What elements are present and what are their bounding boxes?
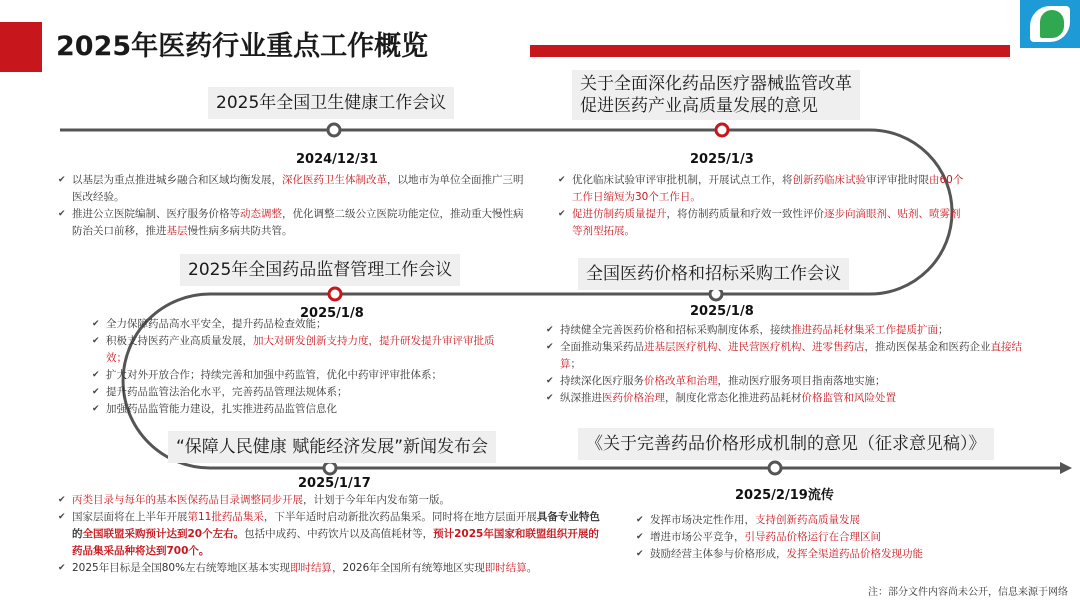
list-item-text: 加大对研发创新支持力度，提升研发提升审评审批质效；: [106, 335, 495, 364]
list-item-text: 直接结算: [560, 341, 1022, 370]
node-3-header: 2025年全国药品监督管理工作会议: [180, 254, 460, 286]
list-item-text: 推进药品耗材集采工作提质扩面: [791, 324, 938, 336]
node-marker-6: [769, 462, 781, 474]
list-item-text: 价格监管和风险处置: [801, 392, 896, 404]
list-item-text: ，制度化常态化推进药品耗材: [665, 392, 802, 404]
list-item-text: ，推动医保基金和医药企业: [864, 341, 991, 353]
node-6-header: 《关于完善药品价格形成机制的意见（征求意见稿）》: [578, 428, 994, 460]
list-item-text: 丙类目录与每年的基本医保药品目录调整同步开展: [72, 494, 303, 506]
list-item: [58, 560, 608, 577]
list-item: [546, 373, 1026, 390]
page-title: 2025年医药行业重点工作概览: [56, 31, 429, 62]
list-item: [92, 333, 512, 367]
list-item-text: 扩大对外开放合作；持续完善和加强中药监管，优化中药审评审批体系；: [106, 369, 442, 381]
list-item: [636, 512, 1056, 529]
node-5-header: “保障人民健康 赋能经济发展”新闻发布会: [168, 431, 496, 463]
list-item: [546, 322, 1026, 339]
node-2-header: [572, 70, 860, 120]
list-item-text: ，2026年全国所有统筹地区实现: [332, 562, 485, 574]
node-1-header: 2025年全国卫生健康工作会议: [208, 87, 454, 119]
list-item-text: 国家层面将在上半年开展: [72, 511, 188, 523]
list-item: [58, 509, 608, 560]
list-item-text: 进基层医疗机构、进民营医疗机构、进零售药店: [644, 341, 865, 353]
list-item: [92, 367, 512, 384]
node-2-list: [558, 172, 968, 240]
list-item-text: 动态调整: [240, 208, 282, 220]
list-item-text: ，计划于今年年内发布第一版。: [303, 494, 450, 506]
list-item: [558, 172, 968, 206]
list-item-text: ；: [938, 324, 949, 336]
list-item: [58, 206, 528, 240]
list-item-text: 持续深化医疗服务: [560, 375, 644, 387]
list-item-text: 具备专业特色的: [72, 511, 600, 540]
node-2-date: 2025/1/3: [690, 152, 754, 167]
node-6-list: [636, 512, 1056, 563]
list-item-text: 审评审批时限: [866, 174, 929, 186]
list-item-text: 慢性病多病共防共管。: [187, 225, 293, 237]
node-5-date: 2025/1/17: [298, 476, 371, 491]
list-item-text: ，推动医疗服务项目指南落地实施；: [717, 375, 886, 387]
list-item: [636, 546, 1056, 563]
list-item-text: 促进仿制药质量提升: [572, 208, 667, 220]
list-item-text: 深化医药卫生体制改革: [282, 174, 387, 186]
list-item-text: 纵深推进: [560, 392, 602, 404]
node-marker-3: [329, 288, 341, 300]
node-3-list: [92, 316, 512, 418]
node-1-date: 2024/12/31: [296, 152, 378, 167]
node-marker-2: [716, 124, 728, 136]
node-marker-5: [324, 462, 336, 474]
list-item-text: 提升药品监管法治化水平，完善药品管理法规体系；: [106, 386, 348, 398]
list-item-text: 预计2025年国家和联盟组织开展的药品集采品种将达到700个。: [72, 528, 599, 557]
node-4-list: [546, 322, 1026, 407]
list-item-text: 创新药临床试验: [792, 174, 866, 186]
list-item-text: 引导药品价格运行在合理区间: [744, 531, 881, 543]
list-item-text: ，优化调整二级公立医院功能定位，推动重大慢性病防治关口前移，推进: [72, 208, 524, 237]
list-item: [92, 316, 512, 333]
list-item-text: 持续健全完善医药价格和招标采购制度体系，接续: [560, 324, 791, 336]
list-item-text: ，下半年适时启动新批次药品集采。同时将在地方层面开展: [263, 511, 537, 523]
node-3-date: 2025/1/8: [300, 306, 364, 321]
list-item-text: 支持创新药高质量发展: [755, 514, 860, 526]
list-item-text: 推进公立医院编制、医疗服务价格等: [72, 208, 240, 220]
list-item-text: 基层: [166, 225, 188, 237]
node-1-list: [58, 172, 528, 240]
list-item: [58, 492, 608, 509]
list-item-text: 即时结算: [484, 562, 527, 574]
node-marker-1: [328, 124, 340, 136]
list-item-text: 价格改革和治理: [644, 375, 718, 387]
list-item-text: 积极支持医药产业高质量发展，: [106, 335, 253, 347]
node-2-header-line-2: 促进医药产业高质量发展的意见: [580, 96, 818, 116]
list-item-text: 全面推动集采药品: [560, 341, 644, 353]
list-item-text: 。: [526, 562, 538, 574]
list-item: [546, 390, 1026, 407]
list-item: [558, 206, 968, 240]
list-item-text: 发挥全渠道药品价格发现功能: [786, 548, 923, 560]
list-item: [636, 529, 1056, 546]
list-item-text: 由60个工作日缩短为30个工作日。: [572, 174, 964, 203]
list-item-text: 全力保障药品高水平安全，提升药品检查效能；: [106, 318, 327, 330]
list-item-text: 鼓励经营主体参与价格形成，: [650, 548, 787, 560]
list-item: [546, 339, 1026, 373]
list-item-text: 第11批药品集采: [187, 511, 264, 523]
list-item-text: 即时结算: [290, 562, 333, 574]
list-item-text: 2025年目标是全国80%左右统筹地区基本实现: [72, 562, 291, 574]
list-item-text: 优化临床试验审评审批机制，开展试点工作，将: [572, 174, 793, 186]
footnote: 注：部分文件内容尚未公开，信息来源于网络: [868, 587, 1068, 598]
node-5-list: [58, 492, 608, 577]
list-item: [92, 384, 512, 401]
list-item-text: 发挥市场决定性作用，: [650, 514, 755, 526]
list-item-text: 加强药品监管能力建设，扎实推进药品监管信息化: [106, 403, 337, 415]
list-item-text: 医药价格治理: [602, 392, 665, 404]
list-item-text: 全国联盟采购预计达到20个左右。: [82, 528, 245, 540]
list-item-text: 包括中成药、中药饮片以及高值耗材等，: [244, 528, 434, 540]
node-4-header: 全国医药价格和招标采购工作会议: [578, 258, 849, 290]
list-item-text: ，将仿制药质量和疗效一致性评价: [666, 208, 824, 220]
list-item-text: 逐步向滴眼剂、贴剂、喷雾剂等剂型拓展。: [572, 208, 961, 237]
node-6-date: 2025/2/19流传: [735, 488, 834, 503]
list-item-text: ，以地市为单位全面推广三明医改经验。: [72, 174, 524, 203]
list-item: [92, 401, 512, 418]
list-item: [58, 172, 528, 206]
list-item-text: 增进市场公平竞争，: [650, 531, 745, 543]
list-item-text: ；: [570, 358, 581, 370]
node-2-header-line-1: 关于全面深化药品医疗器械监管改革: [580, 74, 852, 94]
node-4-date: 2025/1/8: [690, 304, 754, 319]
timeline-arrow: [1060, 462, 1072, 474]
list-item-text: 以基层为重点推进城乡融合和区域均衡发展，: [72, 174, 282, 186]
